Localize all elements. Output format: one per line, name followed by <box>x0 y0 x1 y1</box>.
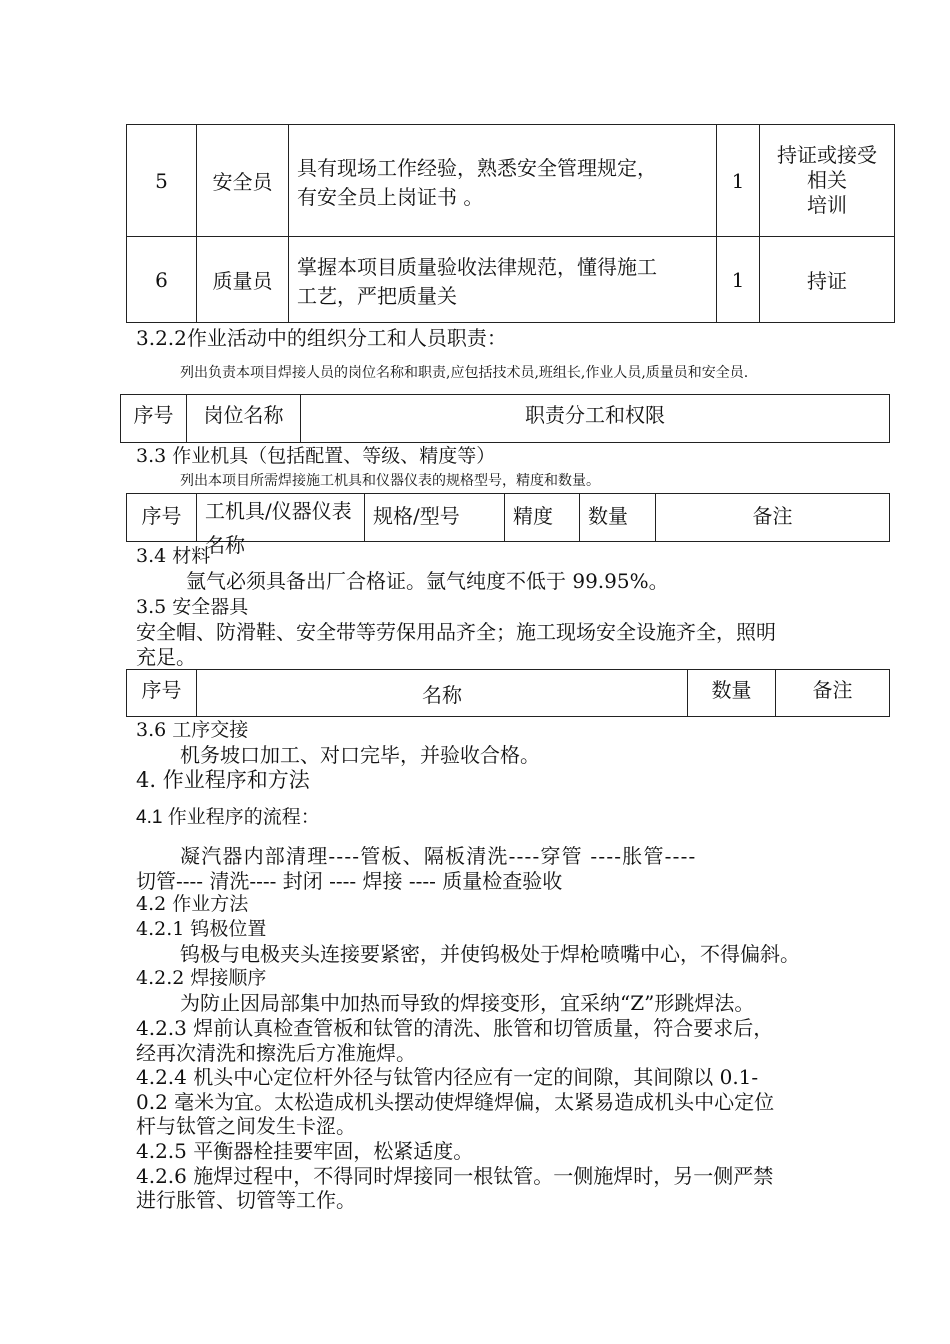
section-heading-4-2-2: 4.2.2 焊接顺序 <box>136 967 267 989</box>
staff-count: 1 <box>717 125 760 237</box>
section-heading-3-5: 3.5 安全器具 <box>136 596 249 618</box>
section-text-3-4: 氩气必须具备出厂合格证。氩气纯度不低于 99.95%。 <box>186 569 669 593</box>
table-header-row <box>127 494 890 542</box>
column-header: 工机具/仪器仪表名称 <box>205 499 352 557</box>
paragraph-line: 4.2.3 焊前认真检查管板和钛管的清洗、胀管和切管质量，符合要求后， <box>136 1016 774 1040</box>
section-text-4-2-2: 为防止因局部集中加热而导致的焊接变形，宜采纳“Z”形跳焊法。 <box>180 991 755 1015</box>
staff-count: 1 <box>717 237 760 323</box>
requirement-line: 工艺，严把质量关 <box>297 283 457 308</box>
requirement-line: 掌握本项目质量验收法律规范，懂得施工 <box>297 254 657 279</box>
paragraph-line: 4.2.4 机头中心定位杆外径与钛管内径应有一定的间隙，其间隙以 0.1- <box>136 1065 759 1089</box>
column-header: 岗位名称 <box>187 395 301 443</box>
column-header: 精度 <box>505 494 580 542</box>
row-number: 5 <box>127 125 197 237</box>
flow-line: 切管---- 清洗---- 封闭 ---- 焊接 ---- 质量检查验收 <box>136 869 563 893</box>
staff-note <box>760 125 895 237</box>
staff-note: 持证 <box>760 237 895 323</box>
paragraph-line: 4.2.5 平衡器栓挂要牢固，松紧适度。 <box>136 1139 474 1163</box>
section-heading-4-2: 4.2 作业方法 <box>136 893 249 915</box>
section-heading-3-6: 3.6 工序交接 <box>136 719 249 741</box>
table-header-row <box>121 395 890 443</box>
table-header-row <box>127 670 890 717</box>
safety-table <box>126 669 890 717</box>
row-number: 6 <box>127 237 197 323</box>
requirement-line: 具有现场工作经验，熟悉安全管理规定， <box>297 155 657 180</box>
section-note-3-3: 列出本项目所需焊接施工机具和仪器仪表的规格型号，精度和数量。 <box>180 473 600 489</box>
column-header-cell <box>197 494 365 557</box>
paragraph-line: 杆与钛管之间发生卡涩。 <box>136 1114 356 1138</box>
note-line: 相关 <box>807 168 847 192</box>
paragraph-line: 4.2.6 施焊过程中，不得同时焊接同一根钛管。一侧施焊时，另一侧严禁 <box>136 1164 774 1188</box>
staff-table <box>126 124 895 323</box>
requirement-line: 有安全员上岗证书 。 <box>297 184 484 209</box>
role-name: 质量员 <box>197 237 289 323</box>
section-text-4-2-1: 钨极与电极夹头连接要紧密，并使钨极处于焊枪喷嘴中心，不得偏斜。 <box>180 942 800 966</box>
section-text-3-6: 机务坡口加工、对口完毕，并验收合格。 <box>180 743 540 767</box>
section-text-line: 充足。 <box>136 645 196 669</box>
column-header: 名称 <box>197 670 688 717</box>
section-heading-4-1: 4.1 作业程序的流程： <box>136 807 320 828</box>
section-note-3-2-2: 列出负责本项目焊接人员的岗位名称和职责,应包括技术员,班组长,作业人员,质量员和安全员. <box>180 365 749 381</box>
role-requirement <box>289 237 717 323</box>
section-heading-4-2-1: 4.2.1 钨极位置 <box>136 918 267 940</box>
column-header: 备注 <box>776 670 890 717</box>
column-header: 序号 <box>121 395 187 443</box>
section-heading-4: 4. 作业程序和方法 <box>136 768 310 792</box>
section-heading-3-3: 3.3 作业机具（包括配置、等级、精度等） <box>136 445 496 467</box>
column-header: 数量 <box>580 494 656 542</box>
role-name: 安全员 <box>197 125 289 237</box>
column-header: 备注 <box>656 494 890 542</box>
column-header: 序号 <box>127 494 197 542</box>
column-header: 序号 <box>127 670 197 717</box>
column-header: 职责分工和权限 <box>301 395 890 443</box>
table-row <box>127 125 895 237</box>
duties-table <box>120 394 890 443</box>
role-requirement <box>289 125 717 237</box>
column-header: 数量 <box>688 670 776 717</box>
column-header: 规格/型号 <box>365 494 505 542</box>
note-line: 持证或接受 <box>777 143 877 167</box>
paragraph-line: 进行胀管、切管等工作。 <box>136 1188 356 1212</box>
paragraph-line: 经再次清洗和擦洗后方准施焊。 <box>136 1041 416 1065</box>
flow-line: 凝汽器内部清理----管板、隔板清洗----穿管 ----胀管---- <box>180 844 697 868</box>
paragraph-line: 0.2 毫米为宜。太松造成机头摆动使焊缝焊偏，太紧易造成机头中心定位 <box>136 1090 775 1114</box>
section-text-line: 安全帽、防滑鞋、安全带等劳保用品齐全；施工现场安全设施齐全，照明 <box>136 620 776 644</box>
table-row <box>127 237 895 323</box>
note-line: 培训 <box>807 193 847 217</box>
section-heading-3-2-2: 3.2.2作业活动中的组织分工和人员职责： <box>136 326 507 350</box>
section-heading-3-4: 3.4 材料 <box>136 545 211 567</box>
